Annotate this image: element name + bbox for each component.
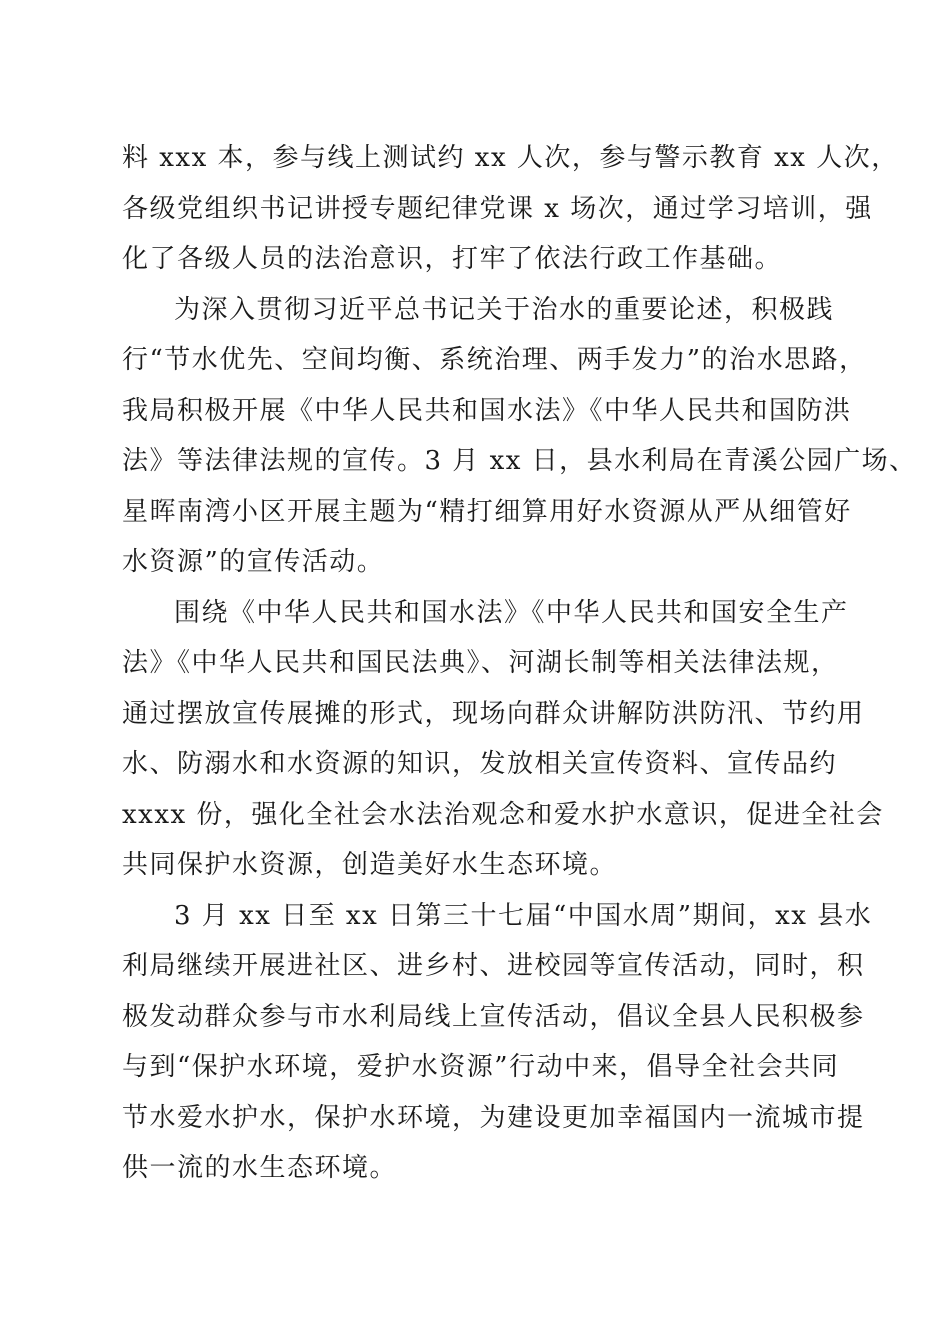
- text-line: 3 月 xx 日至 xx 日第三十七届“中国水周”期间，xx 县水: [174, 900, 873, 931]
- text-line: 极发动群众参与市水利局线上宣传活动，倡议全县人民积极参: [122, 1001, 865, 1032]
- text-line: 利局继续开展进社区、进乡村、进校园等宣传活动，同时，积: [122, 951, 865, 981]
- paragraph-2: [122, 285, 917, 588]
- text-line: 水资源”的宣传活动。: [122, 547, 385, 577]
- text-line: 化了各级人员的法治意识，打牢了依法行政工作基础。: [122, 244, 783, 274]
- text-line: 通过摆放宣传展摊的形式，现场向群众讲解防洪防汛、节约用: [122, 698, 865, 729]
- text-line: 供一流的水生态环境。: [122, 1153, 398, 1183]
- text-line: 行“节水优先、空间均衡、系统治理、两手发力”的治水思路，: [122, 345, 867, 375]
- text-line: 料 xxx 本，参与线上测试约 xx 人次，参与警示教育 xx 人次，: [122, 143, 899, 173]
- text-line: 共同保护水资源，创造美好水生态环境。: [122, 850, 618, 880]
- text-line: xxxx 份，强化全社会水法治观念和爱水护水意识，促进全社会: [122, 799, 884, 830]
- text-line: 水、防溺水和水资源的知识，发放相关宣传资料、宣传品约: [122, 749, 838, 779]
- paragraph-1: [122, 133, 899, 285]
- text-line: 法》等法律法规的宣传。3 月 xx 日，县水利局在青溪公园广场、: [122, 446, 917, 476]
- text-line: 法》《中华人民共和国民法典》、河湖长制等相关法律法规，: [122, 648, 839, 678]
- text-line: 各级党组织书记讲授专题纪律党课 x 场次，通过学习培训，强: [122, 193, 873, 224]
- text-line: 为深入贯彻习近平总书记关于治水的重要论述，积极践: [174, 294, 835, 325]
- text-line: 节水爱水护水，保护水环境，为建设更加幸福国内一流城市提: [122, 1102, 865, 1133]
- text-line: 围绕《中华人民共和国水法》《中华人民共和国安全生产: [174, 597, 849, 628]
- paragraph-3: [122, 588, 884, 891]
- text-line: 与到“保护水环境，爱护水资源”行动中来，倡导全社会共同: [122, 1052, 840, 1082]
- paragraph-4: [122, 891, 873, 1194]
- document-page: [122, 133, 917, 1194]
- text-line: 我局积极开展《中华人民共和国水法》《中华人民共和国防洪: [122, 395, 852, 426]
- text-line: 星晖南湾小区开展主题为“精打细算用好水资源从严从细管好: [122, 496, 852, 527]
